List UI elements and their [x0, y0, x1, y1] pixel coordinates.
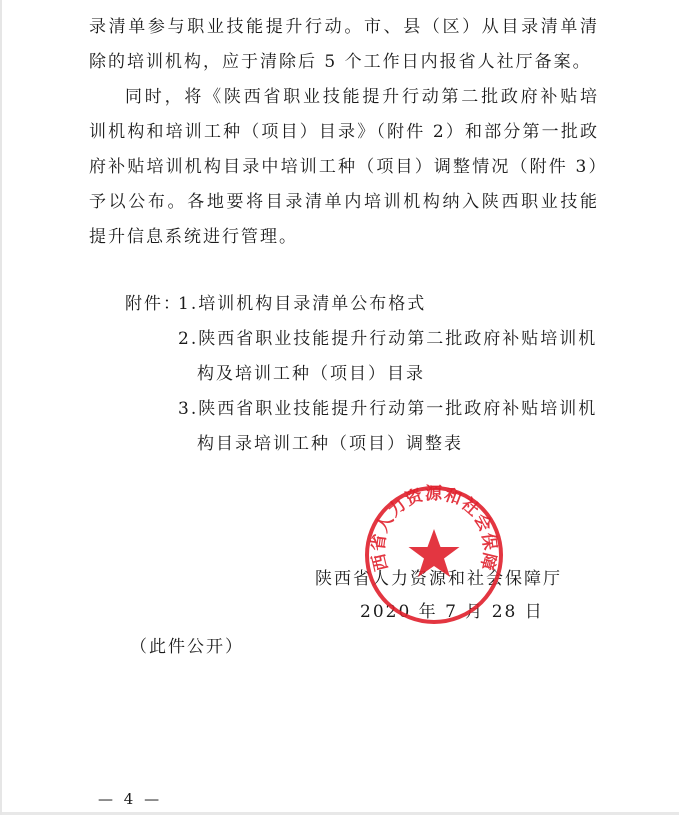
body-paragraph-2: 同时，将《陕西省职业技能提升行动第二批政府补贴培训机构和培训工种（项目）目录》（附件 2）和部分第一批政府补贴培训机构目录中培训工种（项目）调整情况（附件 3）予以公布。各地要将目录清单内培训机构纳入陕西职业技能提升信息系统进行管理。 [89, 87, 599, 247]
attachment-title: 陕西省职业技能提升行动第二批政府补贴培训机 [198, 329, 598, 349]
attachment-title: 培训机构目录清单公布格式 [198, 294, 427, 314]
attachment-number: 3. [178, 399, 199, 419]
attachment-title-continued: 构及培训工种（项目）目录 [197, 364, 425, 384]
attachment-item-3 [178, 392, 598, 462]
seal-graphic [362, 483, 506, 627]
attachment-title-continued: 构目录培训工种（项目）调整表 [197, 434, 463, 454]
attachment-number: 1. [178, 294, 199, 314]
issuer-name: 陕西省人力资源和社会保障厅 [315, 569, 562, 589]
official-seal [362, 483, 506, 627]
page-number: — 4 — [98, 790, 163, 808]
seal-text: 西省人力资源和社会保障 [368, 483, 500, 573]
body-paragraph-1: 录清单参与职业技能提升行动。市、县（区）从目录清单清除的培训机构，应于清除后 5 个工作日内报省人社厅备案。 [89, 17, 599, 72]
disclosure-note: （此件公开） [130, 637, 244, 657]
issue-date: 2020 年 7 月 28 日 [360, 602, 544, 622]
attachment-item-2 [178, 322, 598, 392]
attachment-number: 2. [178, 329, 199, 349]
attachment-item-1 [178, 287, 426, 322]
star-icon [409, 529, 460, 577]
attachment-title: 陕西省职业技能提升行动第一批政府补贴培训机 [198, 399, 598, 419]
attachments-label: 附件： [125, 294, 182, 314]
